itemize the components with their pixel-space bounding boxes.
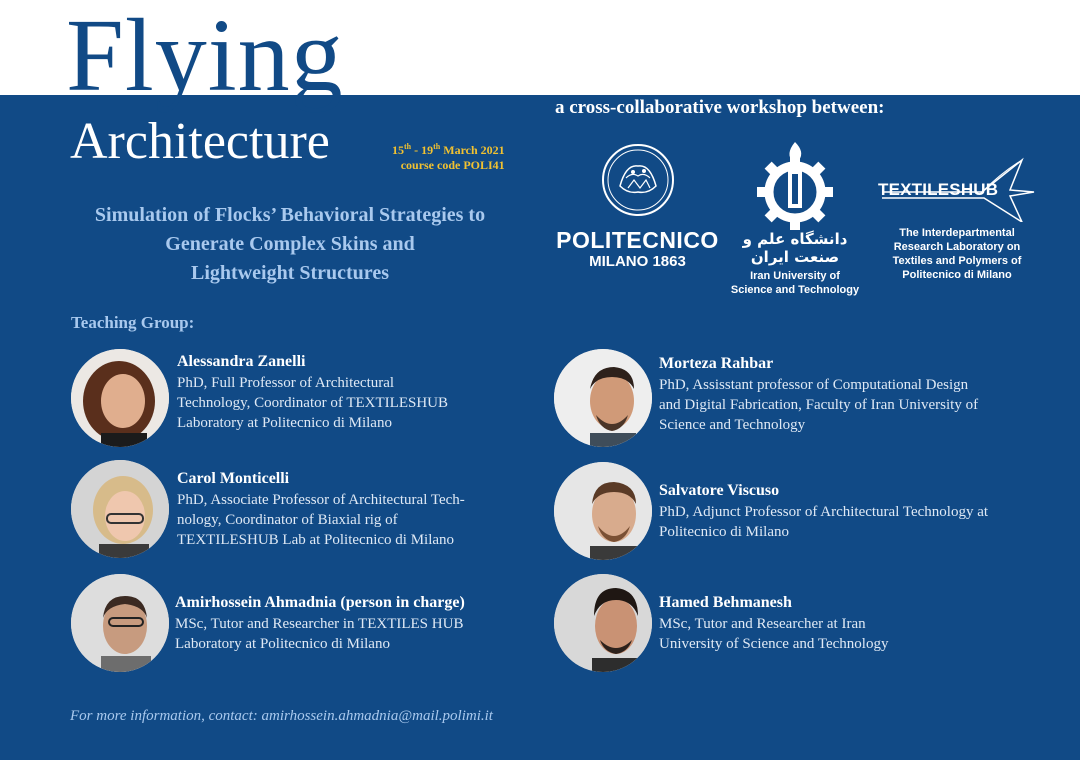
member-name: Amirhossein Ahmadnia (person in charge) — [175, 594, 465, 611]
member-description: PhD, Full Professor of Architectural Technology, Coordinator of TEXTILESHUB Laboratory at Politecnico di Milano — [177, 375, 448, 431]
member-name: Hamed Behmanesh — [659, 594, 792, 611]
iust-persian-name: دانشگاه علم و صنعت ایران — [742, 230, 848, 266]
avatar-salvatore-viscuso — [554, 462, 652, 560]
woman-portrait-icon — [71, 460, 169, 558]
avatar-carol-monticelli — [71, 460, 169, 558]
avatar-hamed-behmanesh — [554, 574, 652, 672]
event-dates: 15th - 19th March 2021 course code POLI41 — [392, 142, 505, 172]
title-architecture: Architecture — [70, 113, 330, 170]
man-portrait-icon — [554, 574, 652, 672]
member-description: PhD, Adjunct Professor of Architectural Technology at Politecnico di Milano — [659, 504, 989, 540]
avatar-amirhossein-ahmadnia — [71, 574, 169, 672]
textileshub-logo — [872, 152, 1042, 282]
title-flying: Flying — [66, 0, 344, 113]
member-description: PhD, Assisstant professor of Computational Design and Digital Fabrication, Faculty of Iran University of Science and Technology — [659, 377, 979, 433]
member-name: Carol Monticelli — [177, 470, 290, 487]
teaching-group-label: Teaching Group: — [71, 313, 195, 332]
politecnico-name: POLITECNICO — [556, 227, 719, 253]
man-portrait-icon — [554, 349, 652, 447]
iust-logo — [720, 138, 870, 297]
gear-torch-icon — [753, 138, 837, 230]
member-name: Alessandra Zanelli — [177, 353, 306, 370]
member-description: MSc, Tutor and Researcher in TEXTILES HUB Laboratory at Politecnico di Milano — [175, 616, 464, 652]
avatar-morteza-rahbar — [554, 349, 652, 447]
iust-name: Iran University of Science and Technology — [730, 270, 860, 296]
textileshub-description: The Interdepartmental Research Laboratory on Textiles and Polymers of Politecnico di Milano — [892, 227, 1022, 281]
politecnico-seal-icon — [600, 142, 676, 218]
politecnico-logo — [550, 142, 725, 272]
politecnico-subname: MILANO 1863 — [589, 253, 686, 270]
member-description: PhD, Associate Professor of Architectural Tech- nology, Coordinator of Biaxial rig of TEXTILESHUB Lab at Politecnico di Milano — [177, 492, 465, 548]
member-name: Salvatore Viscuso — [659, 482, 780, 499]
avatar-alessandra-zanelli — [71, 349, 169, 447]
textileshub-wordmark: TEXTILESHUB — [878, 180, 999, 199]
workshop-heading: a cross-collaborative workshop between: — [555, 97, 885, 118]
member-name: Morteza Rahbar — [659, 355, 774, 372]
workshop-subtitle: Simulation of Flocks’ Behavioral Strategies to Generate Complex Skins and Lightweight Structures — [94, 204, 486, 284]
member-description: MSc, Tutor and Researcher at Iran University of Science and Technology — [659, 616, 889, 652]
man-portrait-icon — [71, 574, 169, 672]
man-portrait-icon — [554, 462, 652, 560]
course-code: course code POLI41 — [400, 158, 505, 172]
contact-info: For more information, contact: amirhossein.ahmadnia@mail.polimi.it — [70, 708, 493, 724]
woman-portrait-icon — [71, 349, 169, 447]
